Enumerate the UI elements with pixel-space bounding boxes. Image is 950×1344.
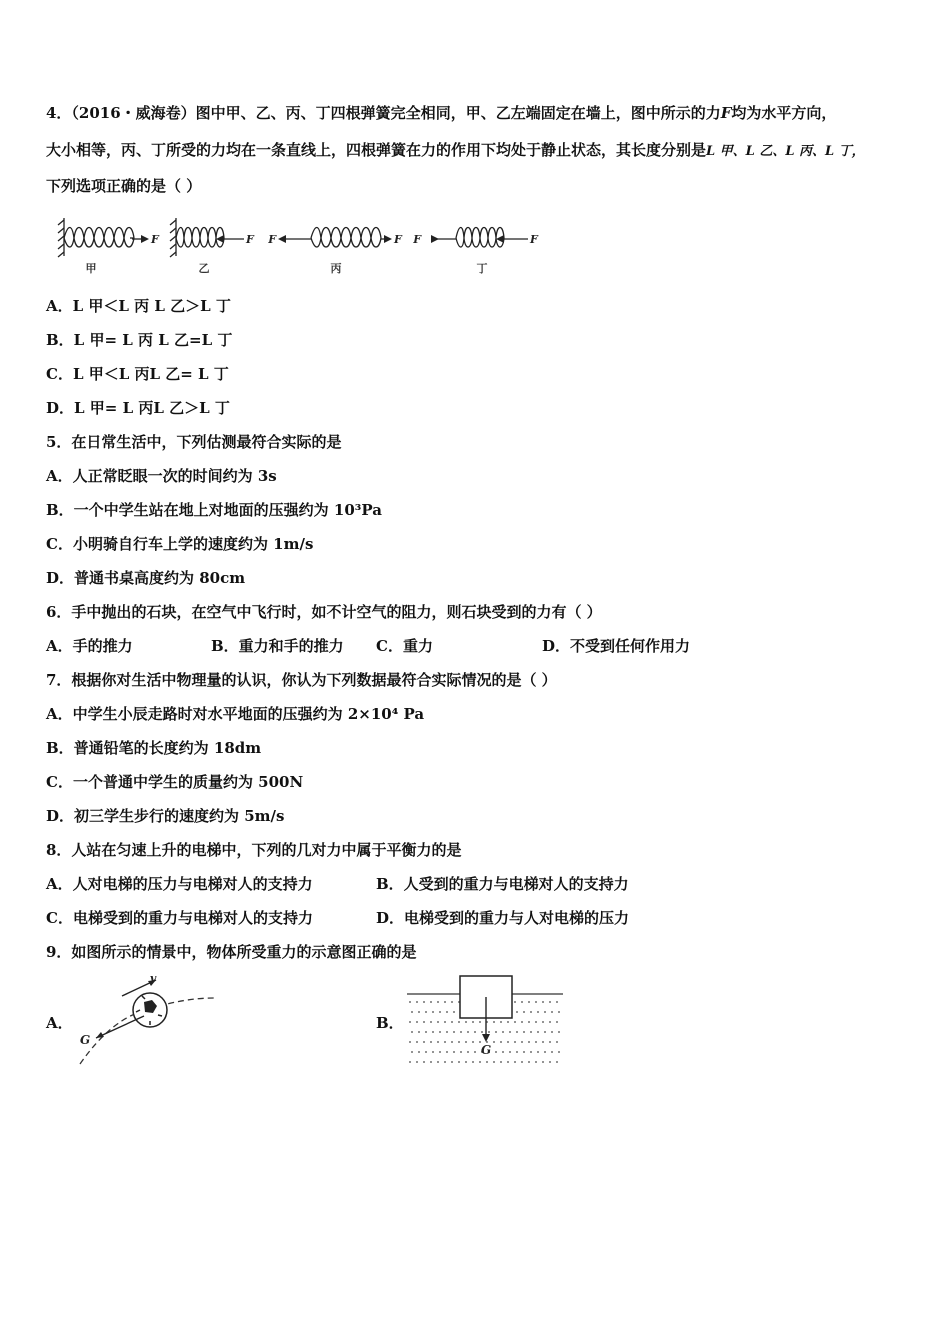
q4-label-bing: 丙 xyxy=(330,262,342,275)
q4-option-d: D．L 甲= L 丙L 乙＞L 丁 xyxy=(46,399,230,417)
q8-option-c: C．电梯受到的重力与电梯对人的支持力 xyxy=(46,909,313,927)
q5-option-b: B．一个中学生站在地上对地面的压强约为 10³Pa xyxy=(46,501,382,519)
q4-force-label: F xyxy=(530,233,538,246)
q6-stem: 6．手中抛出的石块，在空气中飞行时，如不计空气的阻力，则石块受到的力有（ ） xyxy=(46,603,602,621)
q4-stem-line1: 4．（2016・威海卷）图中甲、乙、丙、丁四根弹簧完全相同，甲、乙左端固定在墙上，图中所示的力F均为水平方向， xyxy=(46,104,837,122)
q9-a-gravity-label: G xyxy=(80,1033,91,1047)
q4-force-label: F xyxy=(246,233,254,246)
q4-label-jia: 甲 xyxy=(85,262,97,275)
q7-stem: 7．根据你对生活中物理量的认识，你认为下列数据最符合实际情况的是（ ） xyxy=(46,671,557,689)
q7-option-c: C．一个普通中学生的质量约为 500N xyxy=(46,773,304,791)
q9-stem: 9．如图所示的情景中，物体所受重力的示意图正确的是 xyxy=(46,943,417,961)
q9-option-b-label: B． xyxy=(376,1014,404,1032)
q4-force-label: F xyxy=(394,233,402,246)
q5-stem: 5．在日常生活中，下列估测最符合实际的是 xyxy=(46,433,342,451)
q8-options-row2 xyxy=(46,908,906,928)
q6-option-a: A．手的推力 xyxy=(46,637,133,655)
q4-option-b: B．L 甲= L 丙 L 乙=L 丁 xyxy=(46,331,233,349)
q7-option-a: A．中学生小辰走路时对水平地面的压强约为 2×10⁴ Pa xyxy=(46,705,425,723)
q9-figure-a xyxy=(72,968,222,1068)
q8-option-a: A．人对电梯的压力与电梯对人的支持力 xyxy=(46,875,313,893)
q9-b-gravity-label: G xyxy=(481,1043,492,1057)
q4-option-a: A．L 甲＜L 丙 L 乙＞L 丁 xyxy=(46,297,231,315)
q7-option-b: B．普通铅笔的长度约为 18dm xyxy=(46,739,262,757)
q4-length-vars: L 甲、L 乙、L 丙、L 丁， xyxy=(706,144,865,159)
q8-stem: 8．人站在匀速上升的电梯中，下列的几对力中属于平衡力的是 xyxy=(46,841,462,859)
q6-options xyxy=(46,636,906,656)
q4-label-ding: 丁 xyxy=(476,262,488,275)
q8-option-d: D．电梯受到的重力与人对电梯的压力 xyxy=(376,909,630,927)
q4-force-label: F xyxy=(151,233,159,246)
q5-option-a: A．人正常眨眼一次的时间约为 3s xyxy=(46,467,277,485)
q4-force-symbol: F xyxy=(720,104,732,122)
q8-option-b: B．人受到的重力与电梯对人的支持力 xyxy=(376,875,629,893)
q9-figure-b xyxy=(405,972,565,1068)
q4-spring-figure xyxy=(46,210,546,280)
q4-label-yi: 乙 xyxy=(198,262,210,275)
q7-option-d: D．初三学生步行的速度约为 5m/s xyxy=(46,807,285,825)
q9-a-velocity-label: v xyxy=(150,972,157,985)
q8-options-row1 xyxy=(46,874,906,894)
q5-option-c: C．小明骑自行车上学的速度约为 1m/s xyxy=(46,535,314,553)
q4-force-label: F xyxy=(268,233,276,246)
q4-option-c: C．L 甲＜L 丙L 乙= L 丁 xyxy=(46,365,229,383)
q6-option-b: B．重力和手的推力 xyxy=(211,637,344,655)
q4-force-label: F xyxy=(413,233,421,246)
q9-option-a-label: A． xyxy=(46,1014,73,1032)
q4-stem-line3: 下列选项正确的是（ ） xyxy=(46,177,202,195)
q6-option-c: C．重力 xyxy=(376,637,433,655)
q5-option-d: D．普通书桌高度约为 80cm xyxy=(46,569,246,587)
q6-option-d: D．不受到任何作用力 xyxy=(542,637,691,655)
q4-stem-line2: 大小相等，丙、丁所受的力均在一条直线上，四根弹簧在力的作用下均处于静止状态，其长度分别是L 甲、L 乙、L 丙、L 丁， xyxy=(46,141,865,159)
